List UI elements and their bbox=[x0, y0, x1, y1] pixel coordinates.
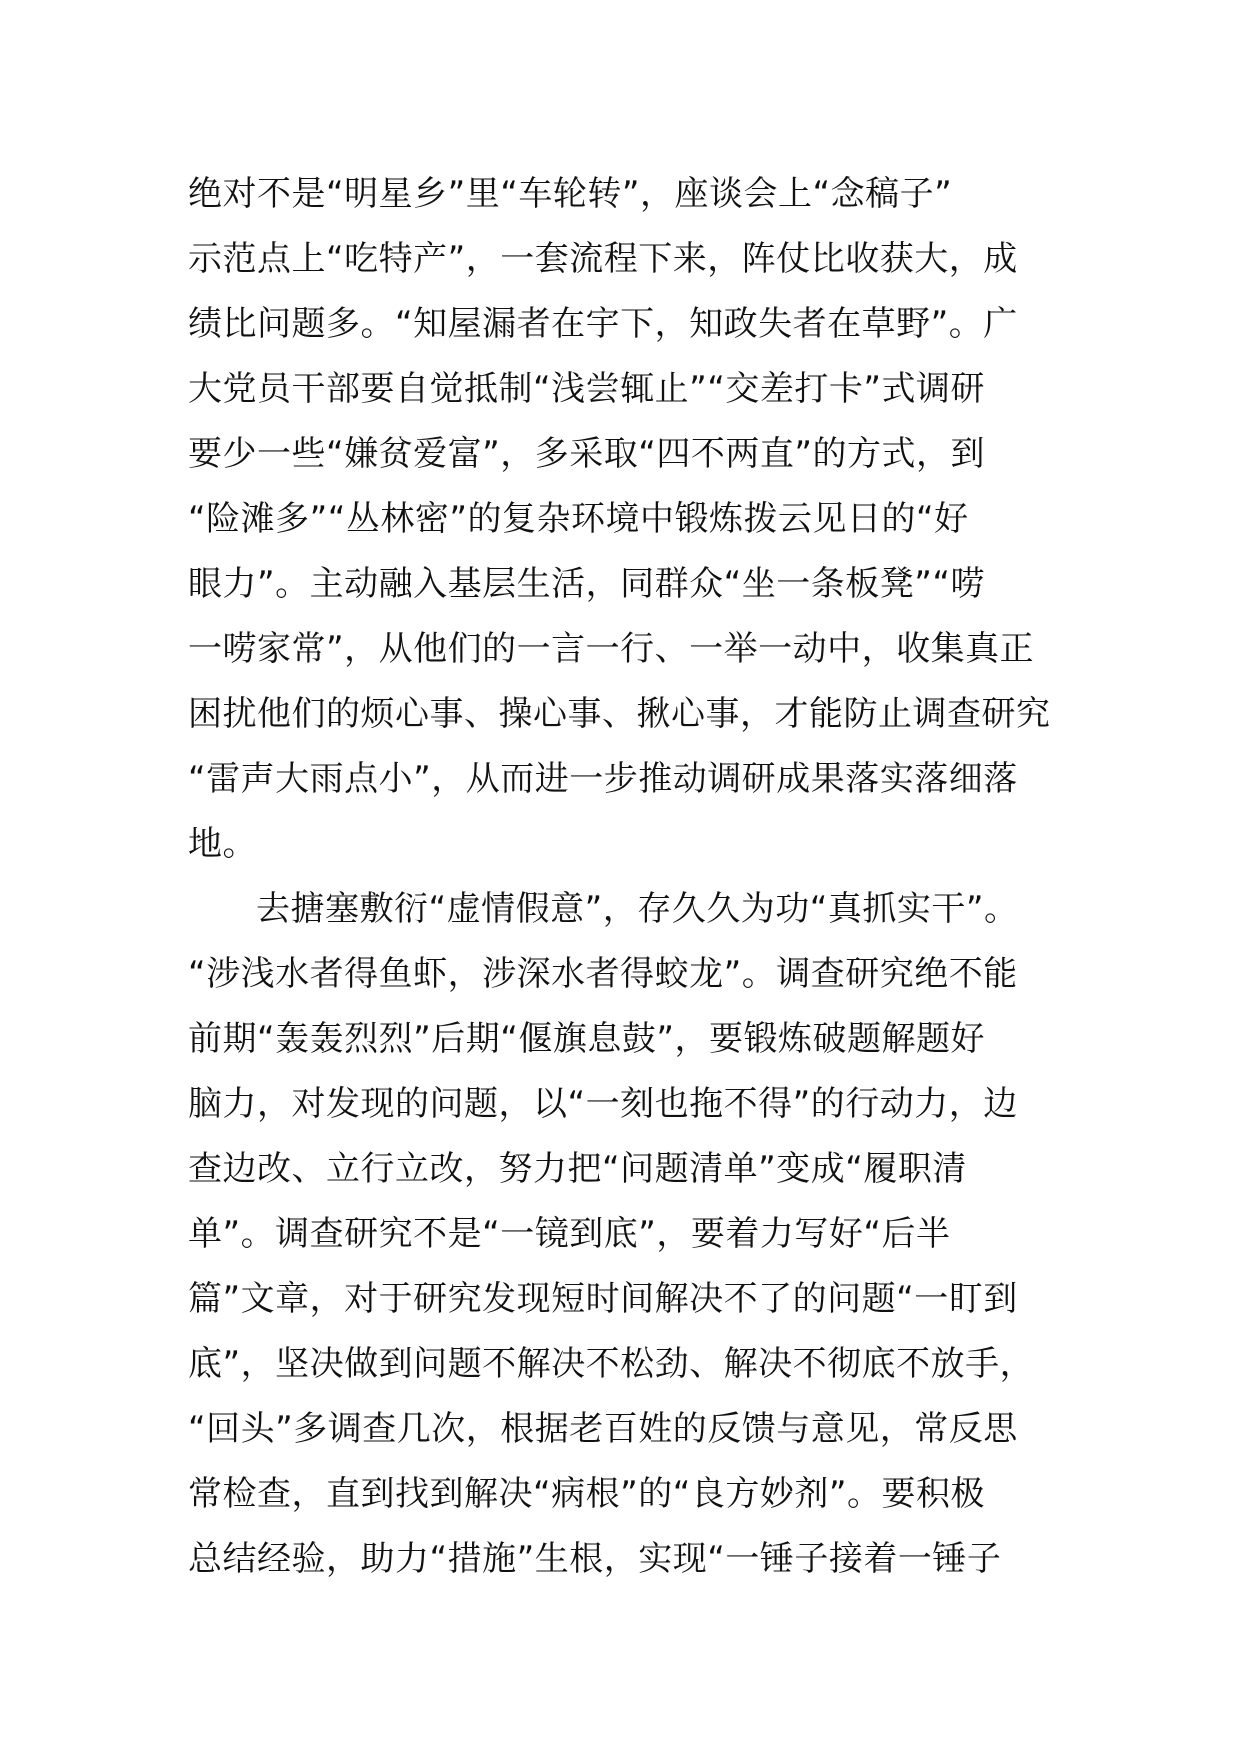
text-line: 脑力，对发现的问题，以“一刻也拖不得”的行动力，边 bbox=[188, 1084, 1018, 1124]
paragraph-start-line: 去搪塞敷衍“虚情假意”，存久久为功“真抓实干”。 bbox=[256, 889, 1019, 929]
text-line: “涉浅水者得鱼虾，涉深水者得蛟龙”。调查研究绝不能 bbox=[188, 954, 1018, 994]
body-text bbox=[188, 162, 1068, 1592]
text-line: 底”，坚决做到问题不解决不松劲、解决不彻底不放手， bbox=[188, 1344, 1035, 1384]
text-line: 示范点上“吃特产”，一套流程下来，阵仗比收获大，成 bbox=[188, 239, 1018, 279]
text-line: 常检查，直到找到解决“病根”的“良方妙剂”。要积极 bbox=[188, 1474, 985, 1514]
text-line: 绩比问题多。“知屋漏者在宇下，知政失者在草野”。广 bbox=[188, 304, 1018, 344]
text-line: 眼力”。主动融入基层生活，同群众“坐一条板凳”“唠 bbox=[188, 564, 985, 604]
text-line: 篇”文章，对于研究发现短时间解决不了的问题“一盯到 bbox=[188, 1279, 1018, 1319]
text-line: “雷声大雨点小”，从而进一步推动调研成果落实落细落 bbox=[188, 759, 1018, 799]
text-line: 绝对不是“明星乡”里“车轮转”，座谈会上“念稿子” bbox=[188, 174, 953, 214]
text-line: 要少一些“嫌贫爱富”，多采取“四不两直”的方式，到 bbox=[188, 434, 985, 474]
text-line: 一唠家常”，从他们的一言一行、一举一动中，收集真正 bbox=[188, 629, 1035, 669]
text-line: “回头”多调查几次，根据老百姓的反馈与意见，常反思 bbox=[188, 1409, 1018, 1449]
text-line: 单”。调查研究不是“一镜到底”，要着力写好“后半 bbox=[188, 1214, 951, 1254]
text-line: 前期“轰轰烈烈”后期“偃旗息鼓”，要锻炼破题解题好 bbox=[188, 1019, 985, 1059]
text-line: 地。 bbox=[188, 824, 257, 864]
text-line: “险滩多”“丛林密”的复杂环境中锻炼拨云见日的“好 bbox=[188, 499, 969, 539]
text-line: 大党员干部要自觉抵制“浅尝辄止”“交差打卡”式调研 bbox=[188, 369, 985, 409]
text-line: 查边改、立行立改，努力把“问题清单”变成“履职清 bbox=[188, 1149, 967, 1189]
text-line: 困扰他们的烦心事、操心事、揪心事，才能防止调查研究 bbox=[188, 694, 1051, 734]
text-line: 总结经验，助力“措施”生根，实现“一锤子接着一锤子 bbox=[188, 1539, 1002, 1579]
